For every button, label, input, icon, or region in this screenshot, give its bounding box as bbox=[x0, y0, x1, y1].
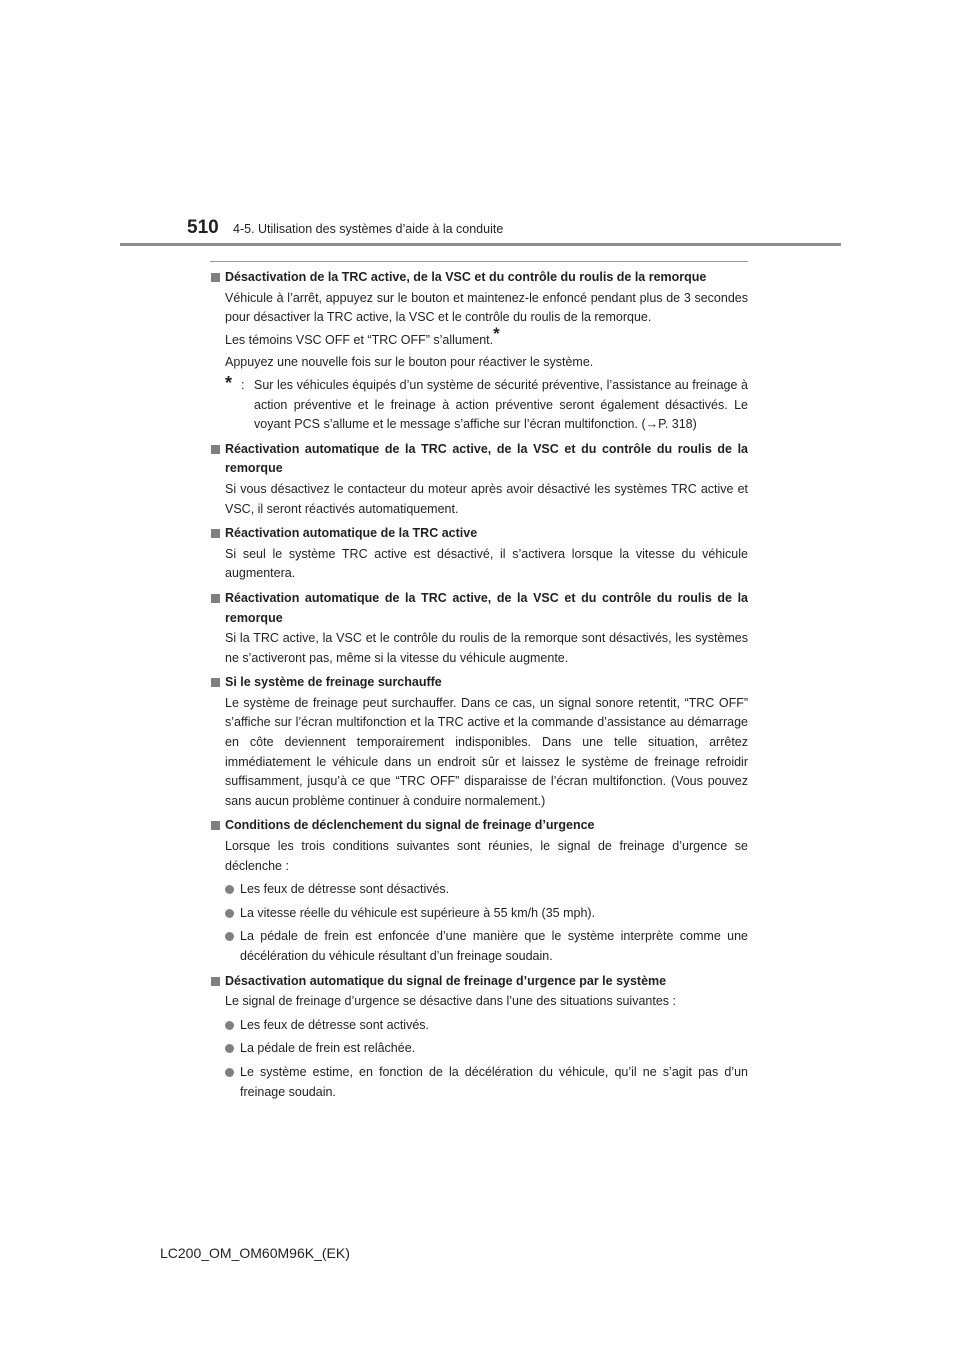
round-bullet-icon bbox=[225, 1068, 234, 1077]
section-emergency-signal-deactivation bbox=[210, 972, 748, 1103]
list-item bbox=[210, 1063, 748, 1102]
section-heading bbox=[210, 589, 748, 628]
round-bullet-icon bbox=[225, 1021, 234, 1030]
document-code: LC200_OM_OM60M96K_(EK) bbox=[160, 1245, 350, 1261]
heading-text: Si le système de freinage surchauffe bbox=[225, 675, 442, 690]
square-bullet-icon bbox=[211, 678, 220, 687]
round-bullet-icon bbox=[225, 1044, 234, 1053]
paragraph: Appuyez une nouvelle fois sur le bouton pour réactiver le système. bbox=[225, 355, 594, 370]
heading-text: Désactivation de la TRC active, de la VSC et du contrôle du roulis de la remorque bbox=[225, 270, 707, 284]
paragraph-with-footnote bbox=[210, 323, 748, 351]
square-bullet-icon bbox=[211, 529, 220, 538]
section-no-reactivation bbox=[210, 589, 748, 668]
list-item-text: Les feux de détresse sont désactivés. bbox=[240, 882, 450, 897]
list-item bbox=[210, 880, 748, 900]
page-number: 510 bbox=[187, 217, 219, 238]
list-item bbox=[210, 904, 748, 924]
content-top-rule bbox=[210, 261, 748, 262]
section-heading bbox=[210, 673, 748, 693]
paragraph: Véhicule à l’arrêt, appuyez sur le bouton et maintenez-le enfoncé pendant plus de 3 secondes pour désactiver la TRC active, la VSC et le contrôle du roulis de la remorque. bbox=[225, 290, 748, 325]
section-heading bbox=[210, 268, 748, 288]
footnote-text: Sur les véhicules équipés d’un système de sécurité préventive, l’assistance au freinage à action préventive et le freinage à action préventive seront également désactivés. Le voyant PCS s’allume et le message s’affiche sur l’écran multifonction. (→P. 318) bbox=[254, 377, 748, 432]
list-item-text: La vitesse réelle du véhicule est supérieure à 55 km/h (35 mph). bbox=[240, 905, 596, 920]
square-bullet-icon bbox=[211, 977, 220, 986]
paragraph: Lorsque les trois conditions suivantes sont réunies, le signal de freinage d’urgence se déclenche : bbox=[225, 839, 748, 873]
section-emergency-signal-conditions bbox=[210, 816, 748, 966]
heading-text: Réactivation automatique de la TRC active, de la VSC et du contrôle du roulis de la remorque bbox=[225, 441, 748, 476]
section-heading bbox=[210, 524, 748, 544]
list-item bbox=[210, 1016, 748, 1036]
heading-text: Réactivation automatique de la TRC active bbox=[225, 526, 478, 541]
square-bullet-icon bbox=[211, 821, 220, 830]
asterisk-icon: * bbox=[493, 323, 500, 343]
list-item-text: Le système estime, en fonction de la décélération du véhicule, qu’il ne s’agit pas d’un freinage soudain. bbox=[240, 1064, 748, 1099]
asterisk-icon: * bbox=[225, 372, 233, 393]
footnote-colon: : bbox=[241, 377, 245, 392]
section-heading bbox=[210, 440, 748, 479]
section-heading bbox=[210, 972, 748, 992]
heading-text: Désactivation automatique du signal de freinage d’urgence par le système bbox=[225, 973, 667, 988]
header-rule bbox=[120, 243, 841, 246]
list-item bbox=[210, 1039, 748, 1059]
section-trc-deactivation bbox=[210, 268, 748, 435]
paragraph: Si vous désactivez le contacteur du moteur après avoir désactivé les systèmes TRC active et VSC, il seront réactivés automatiquement. bbox=[225, 481, 748, 516]
paragraph-text: Les témoins VSC OFF et “TRC OFF” s’allument. bbox=[225, 332, 494, 347]
heading-text: Conditions de déclenchement du signal de freinage d’urgence bbox=[225, 818, 595, 833]
page-content bbox=[210, 268, 748, 1104]
paragraph: Le système de freinage peut surchauffer. Dans ce cas, un signal sonore retentit, “TRC OFF” s’affiche sur l’écran multifonction et la TRC active et la commande d’assistance au démarrage en côte deviennent temporairement indisponibles. Dans une telle situation, arrêtez immédiatement le véhicule dans un endroit sûr et laissez le système de freinage refroidir suffisamment, jusqu’à ce que “TRC OFF” disparaisse de l’écran multifonction. (Vous pouvez sans aucun problème continuer à conduire normalement.) bbox=[225, 695, 748, 808]
paragraph: Si la TRC active, la VSC et le contrôle du roulis de la remorque sont désactivés, les systèmes ne s’activeront pas, même si la vitesse du véhicule augmente. bbox=[225, 631, 748, 665]
list-item-text: La pédale de frein est enfoncée d’une manière que le système interprète comme une décélération du véhicule résultant d’un freinage soudain. bbox=[240, 929, 748, 963]
list-item-text: La pédale de frein est relâchée. bbox=[240, 1041, 416, 1056]
section-auto-reactivation bbox=[210, 440, 748, 519]
round-bullet-icon bbox=[225, 909, 234, 918]
footnote bbox=[210, 372, 748, 435]
round-bullet-icon bbox=[225, 932, 234, 941]
section-brake-overheat bbox=[210, 673, 748, 811]
heading-text: Réactivation automatique de la TRC active, de la VSC et du contrôle du roulis de la remorque bbox=[225, 590, 748, 625]
square-bullet-icon bbox=[211, 273, 220, 282]
section-trc-auto-reactivation bbox=[210, 524, 748, 584]
square-bullet-icon bbox=[211, 594, 220, 603]
round-bullet-icon bbox=[225, 885, 234, 894]
list-item bbox=[210, 927, 748, 966]
section-title: 4-5. Utilisation des systèmes d’aide à la conduite bbox=[233, 222, 504, 236]
paragraph: Le signal de freinage d’urgence se désactive dans l’une des situations suivantes : bbox=[225, 994, 676, 1009]
section-heading bbox=[210, 816, 748, 836]
list-item-text: Les feux de détresse sont activés. bbox=[240, 1017, 429, 1032]
paragraph: Si seul le système TRC active est désactivé, il s’activera lorsque la vitesse du véhicule augmentera. bbox=[225, 546, 748, 581]
square-bullet-icon bbox=[211, 445, 220, 454]
